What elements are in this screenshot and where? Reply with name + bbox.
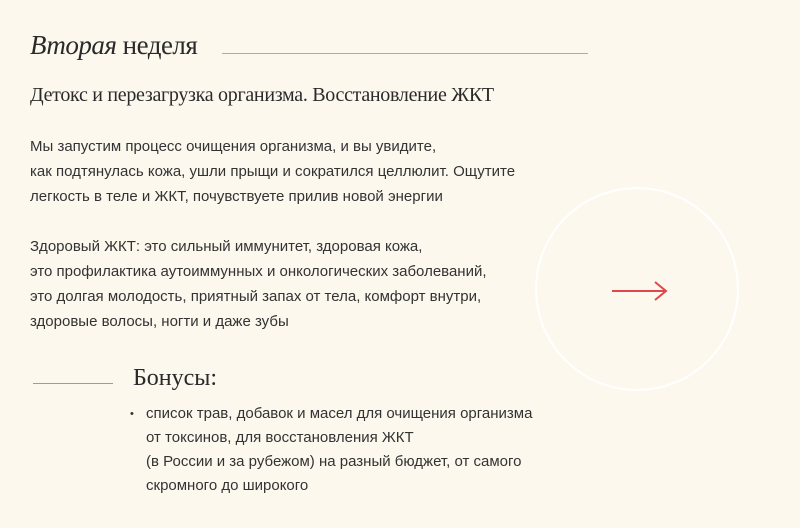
title-italic: Вторая (30, 30, 117, 60)
text-line: Здоровый ЖКТ: это сильный иммунитет, здоровая кожа, (30, 238, 423, 255)
text-line: это долгая молодость, приятный запах от тела, комфорт внутри, (30, 288, 482, 305)
list-item (130, 402, 606, 498)
text-line: от токсинов, для восстановления ЖКТ (146, 429, 414, 446)
text-line: это профилактика аутоиммунных и онкологических заболеваний, (30, 263, 487, 280)
text-line: здоровые волосы, ногти и даже зубы (30, 313, 289, 330)
text-line: легкость в теле и ЖКТ, почувствуете прилив новой энергии (30, 188, 443, 205)
description-paragraph-2 (30, 234, 487, 334)
text-line: (в России и за рубежом) на разный бюджет, от самого (146, 453, 522, 470)
text-line: Мы запустим процесс очищения организма, и вы увидите, (30, 138, 437, 155)
bullet: • (130, 408, 134, 420)
bonus-title: Бонусы: (133, 365, 218, 391)
arrow-right-icon[interactable] (611, 280, 669, 307)
page-title (30, 30, 197, 61)
description-paragraph-1 (30, 134, 515, 209)
subtitle: Детокс и перезагрузка организма. Восстановление ЖКТ (30, 84, 494, 106)
text-line: скромного до широкого (146, 477, 309, 494)
title-rest: неделя (116, 30, 198, 60)
text-line: список трав, добавок и масел для очищения организма (146, 405, 533, 422)
text-line: как подтянулась кожа, ушли прыщи и сократился целлюлит. Ощутите (30, 163, 516, 180)
title-divider (222, 53, 588, 54)
bonus-list (130, 402, 606, 498)
bonus-divider (33, 383, 113, 384)
